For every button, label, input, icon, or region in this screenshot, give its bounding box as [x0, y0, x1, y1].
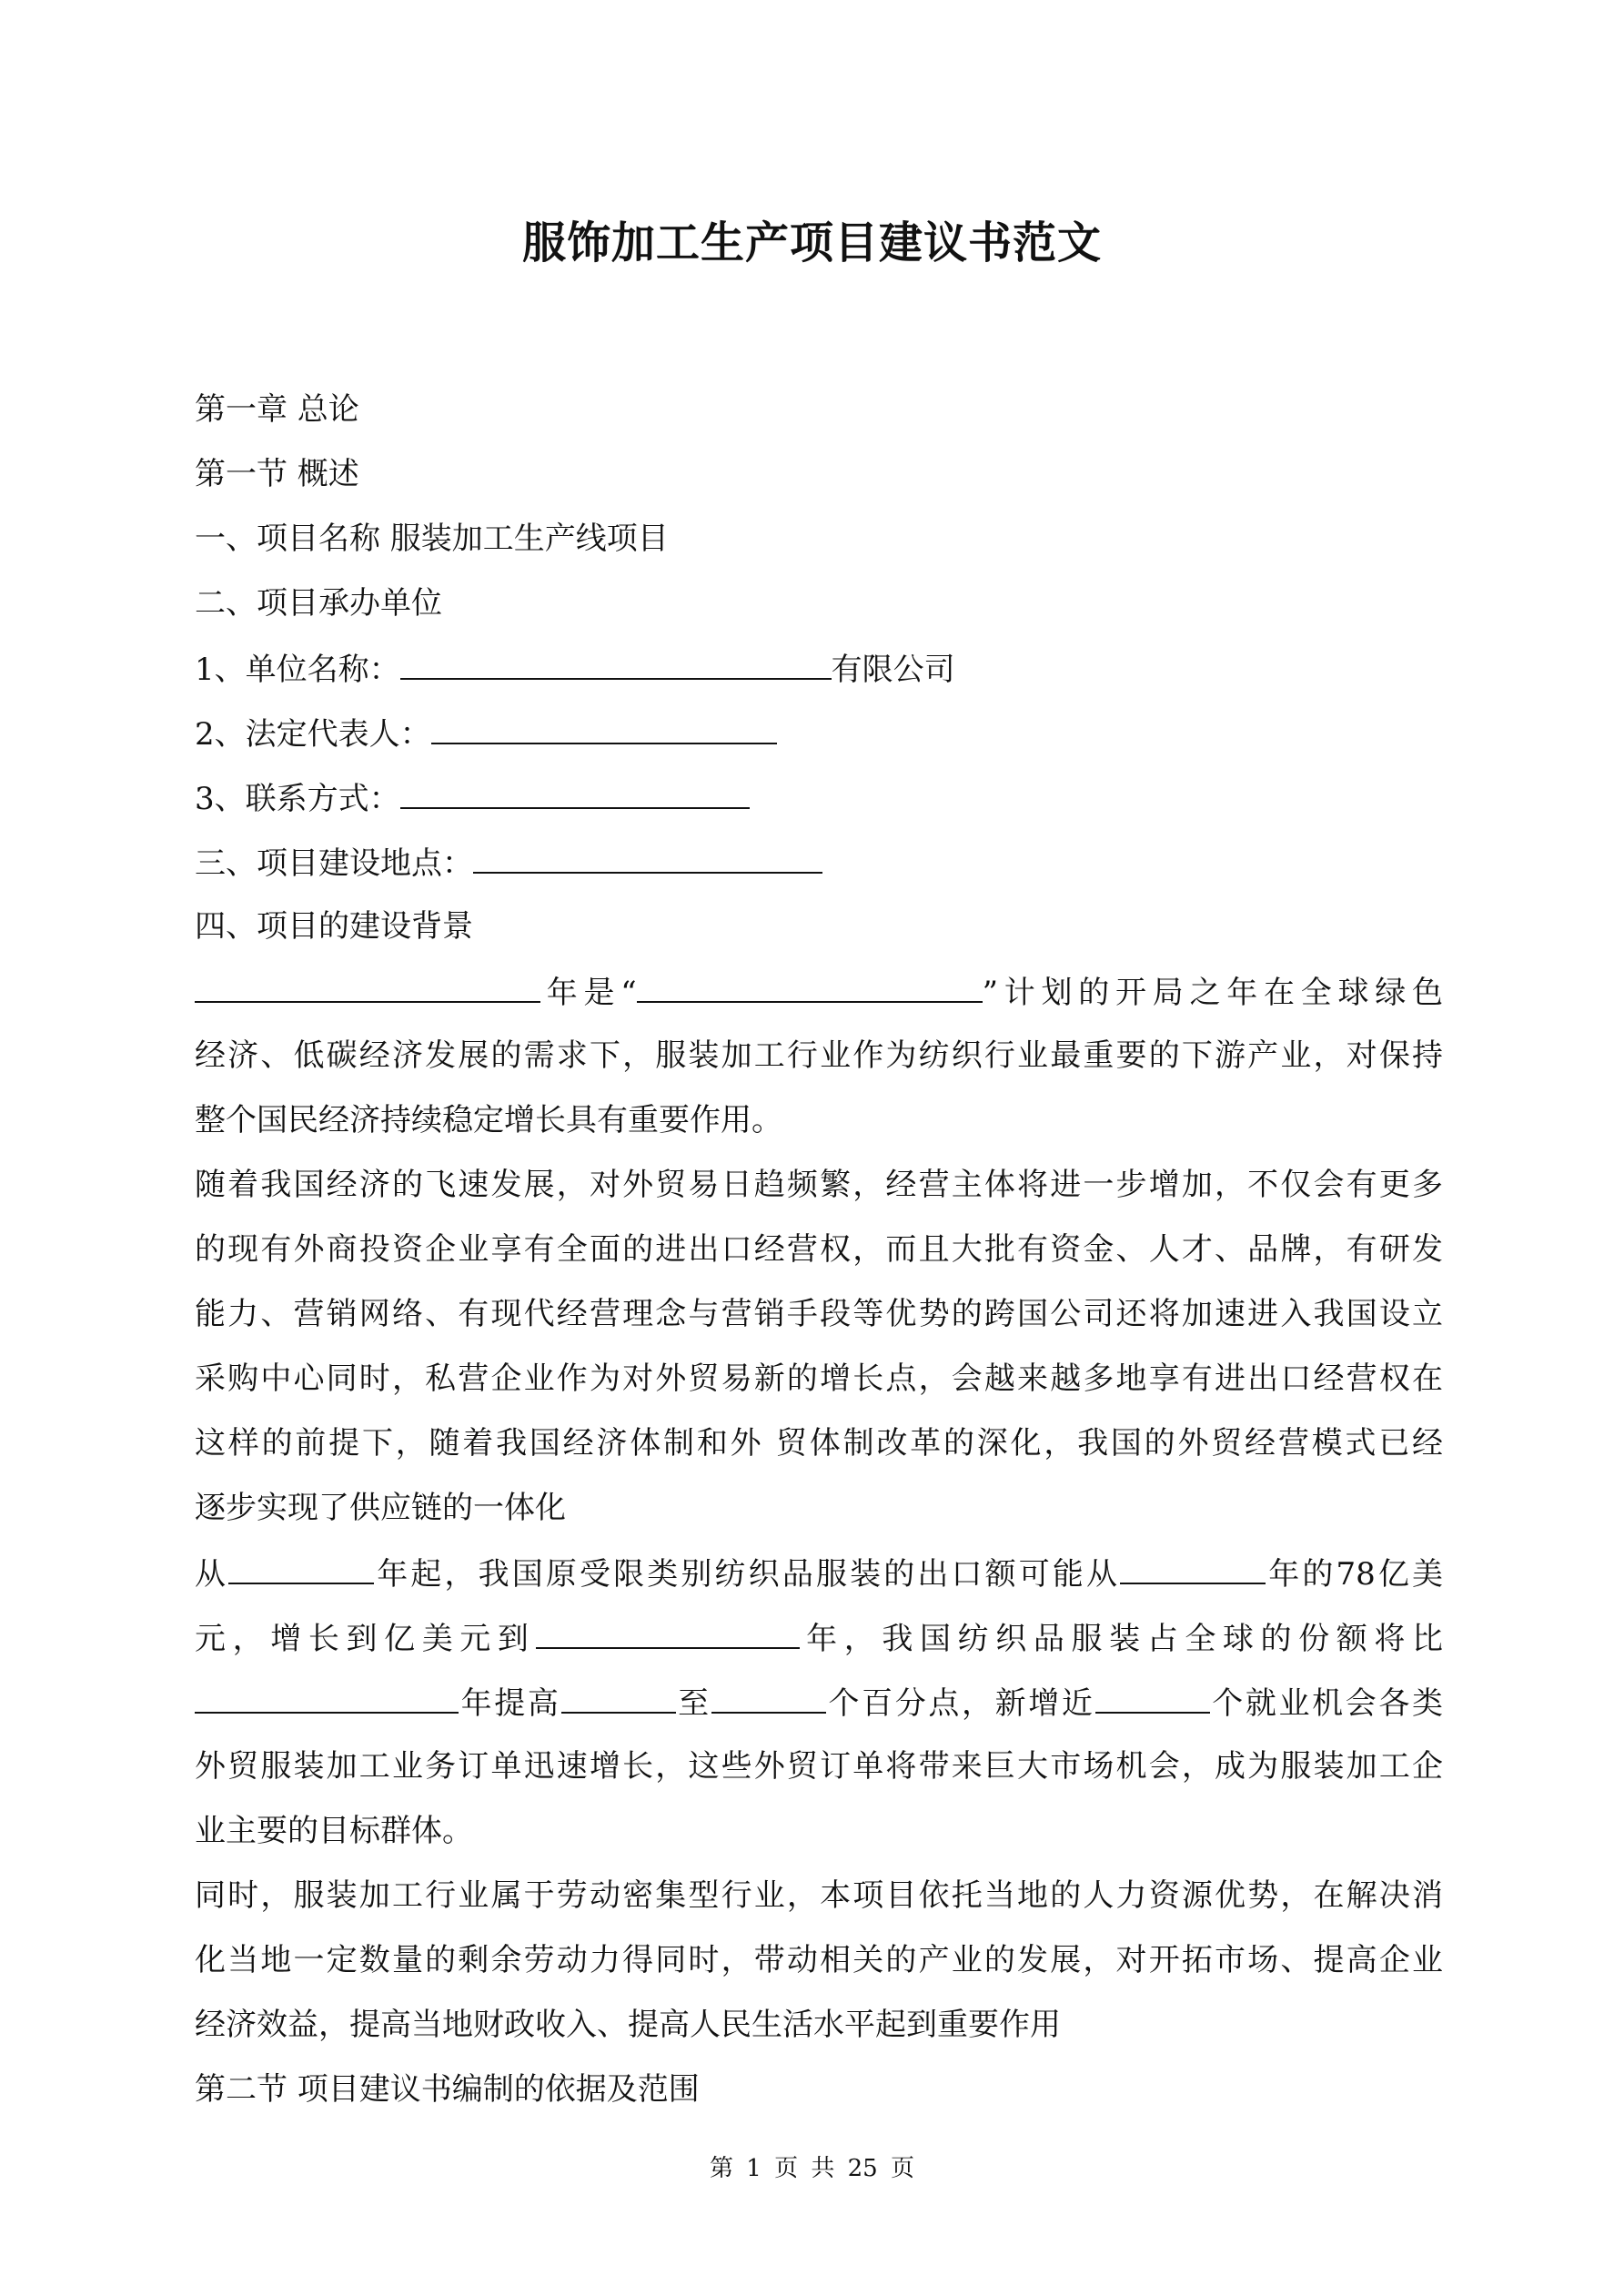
paragraph-line: 外贸服装加工业务订单迅速增长，这些外贸订单将带来巨大市场机会，成为服装加工企	[195, 1748, 1443, 1785]
document-body	[195, 387, 1443, 2131]
text: 个百分点，新增近	[825, 1685, 1095, 1722]
project-name: 一、项目名称 服装加工生产线项目	[195, 521, 669, 557]
paragraph-line: 整个国民经济持续稳定增长具有重要作用。	[195, 1102, 782, 1138]
legal-rep-blank	[431, 710, 777, 744]
paragraph-line: 能力、营销网络、有现代经营理念与营销手段等优势的跨国公司还将加速进入我国设立	[195, 1296, 1443, 1332]
contact-line	[195, 774, 1443, 839]
paragraph-line: 化当地一定数量的剩余劳动力得同时，带动相关的产业的发展，对开拓市场、提高企业	[195, 1942, 1443, 1978]
year-blank	[228, 1550, 374, 1584]
percent-from-blank	[561, 1679, 676, 1714]
paragraph-line: 随着我国经济的飞速发展，对外贸易日趋频繁，经营主体将进一步增加，不仅会有更多	[195, 1167, 1443, 1203]
text: 年是“	[540, 975, 637, 1011]
text: 至	[675, 1685, 711, 1722]
text: 个就业机会各类	[1209, 1685, 1444, 1722]
text: 年提高	[459, 1685, 561, 1722]
unit-name-line	[195, 645, 1443, 710]
section-heading: 第二节 项目建议书编制的依据及范围	[195, 2071, 700, 2108]
jobs-blank	[1095, 1679, 1210, 1714]
unit-name-blank	[400, 645, 832, 680]
paragraph-line	[195, 968, 1443, 1033]
year-blank	[195, 1679, 459, 1714]
legal-rep-line	[195, 710, 1443, 774]
paragraph-line: 同时，服装加工行业属于劳动密集型行业，本项目依托当地的人力资源优势，在解决消	[195, 1877, 1443, 1914]
text: 年起，我国原受限类别纺织品服装的出口额可能从	[374, 1556, 1121, 1593]
paragraph-line: 的现有外商投资企业享有全面的进出口经营权，而且大批有资金、人才、品牌，有研发	[195, 1231, 1443, 1268]
paragraph-line: 采购中心同时，私营企业作为对外贸易新的增长点，会越来越多地享有进出口经营权在	[195, 1360, 1443, 1397]
label: 三、项目建设地点：	[195, 845, 473, 882]
text: 年的78亿美	[1266, 1556, 1444, 1593]
paragraph-line: 经济、低碳经济发展的需求下，服装加工行业作为纺织行业最重要的下游产业，对保持	[195, 1037, 1443, 1074]
plan-blank	[637, 968, 983, 1003]
label: 1、单位名称：	[195, 652, 400, 688]
text: 元，增长到亿美元到	[195, 1621, 536, 1657]
location-line	[195, 839, 1443, 904]
paragraph-line: 经济效益，提高当地财政收入、提高人民生活水平起到重要作用	[195, 2007, 1061, 2043]
percent-to-blank	[711, 1679, 826, 1714]
page-number: 第 1 页 共 25 页	[710, 2155, 914, 2182]
location-blank	[473, 839, 822, 874]
text: 从	[195, 1556, 229, 1593]
paragraph-line: 逐步实现了供应链的一体化	[195, 1490, 566, 1526]
year-blank	[536, 1614, 800, 1649]
text: ”计划的开局之年在全球绿色	[982, 975, 1443, 1011]
label: 2、法定代表人：	[195, 716, 431, 753]
year-blank	[1120, 1550, 1266, 1584]
year-blank	[195, 968, 540, 1003]
document-title: 服饰加工生产项目建议书范文	[521, 217, 1102, 268]
paragraph-line: 业主要的目标群体。	[195, 1813, 473, 1849]
paragraph-line	[195, 1550, 1443, 1614]
contact-blank	[400, 774, 750, 809]
paragraph-line: 这样的前提下，随着我国经济体制和外 贸体制改革的深化，我国的外贸经营模式已经	[195, 1425, 1443, 1462]
paragraph-line	[195, 1614, 1443, 1679]
section-heading: 第一节 概述	[195, 456, 359, 492]
background-heading: 四、项目的建设背景	[195, 908, 473, 945]
label: 3、联系方式：	[195, 781, 400, 817]
paragraph-line	[195, 1679, 1443, 1744]
chapter-heading: 第一章 总论	[195, 391, 359, 428]
label: 有限公司	[831, 652, 955, 688]
project-sponsor-heading: 二、项目承办单位	[195, 585, 442, 622]
text: 年，我国纺织品服装占全球的份额将比	[799, 1621, 1444, 1657]
